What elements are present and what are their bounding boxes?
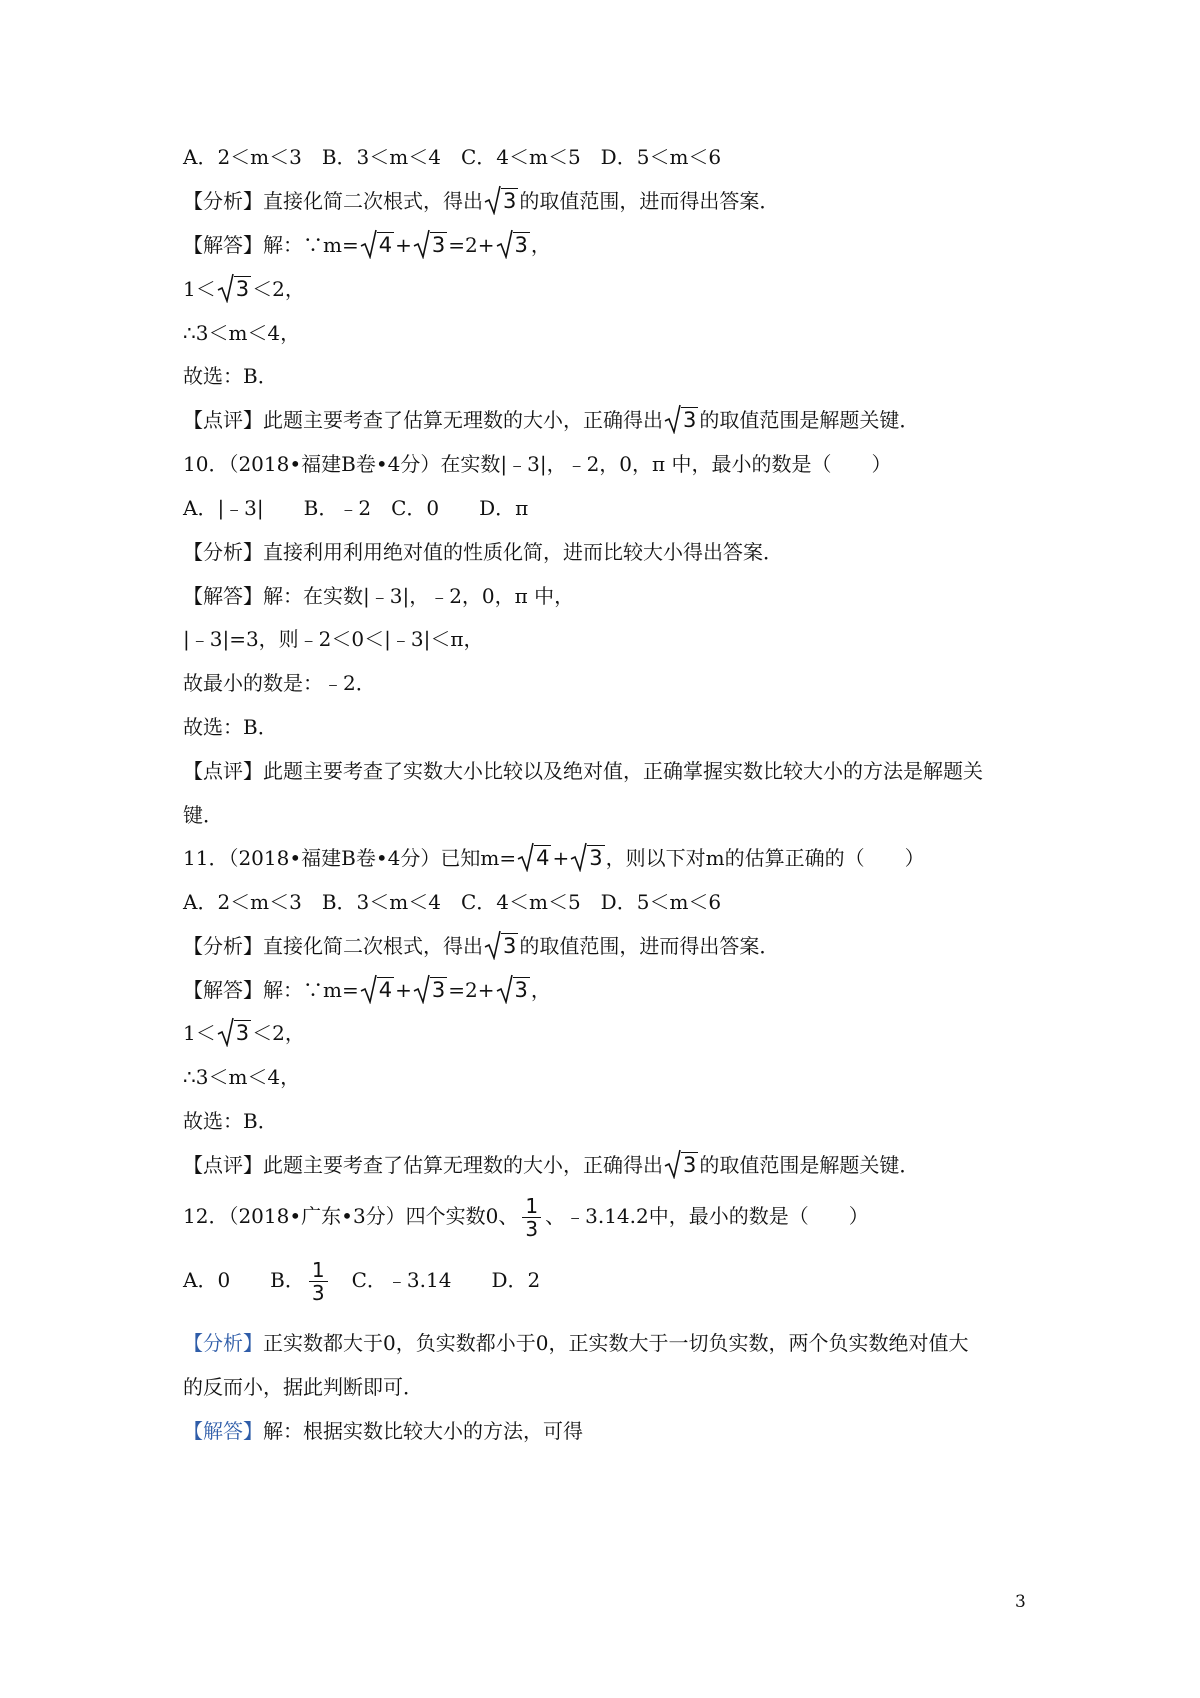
fraction-one-third: $\frac{1}{3}$	[522, 1195, 541, 1240]
sqrt: 4	[360, 232, 394, 258]
page-number: 3	[1015, 1592, 1026, 1612]
sqrt: 3	[484, 933, 518, 959]
q10-comment: 【点评】此题主要考查了实数大小比较以及绝对值，正确掌握实数比较大小的方法是解题关	[183, 759, 983, 783]
text: 的取值范围，进而得出答案．	[519, 189, 780, 213]
q12-analysis: 【分析】正实数都大于0，负实数都小于0，正实数大于一切负实数，两个负实数绝对值大	[183, 1331, 969, 1355]
q11-analysis: 【分析】直接化简二次根式，得出 3 的取值范围，进而得出答案．	[183, 933, 779, 959]
sqrt: 4	[517, 845, 551, 871]
q9-analysis	[183, 188, 779, 214]
fraction-one-third: $\frac{1}{3}$	[309, 1259, 328, 1304]
q9-choice: 故选：B．	[183, 364, 278, 388]
sqrt: 3	[413, 977, 447, 1003]
sqrt: 3	[570, 845, 604, 871]
q11-step: ∴3＜m＜4，	[183, 1065, 301, 1089]
q10-analysis: 【分析】直接利用利用绝对值的性质化简，进而比较大小得出答案．	[183, 540, 783, 564]
text: 【分析】直接化简二次根式，得出	[183, 189, 483, 213]
sqrt: 3	[413, 232, 447, 258]
q9-solution: 【解答】解：∵m= 4 + 3 =2+ 3 ，	[183, 232, 551, 258]
q9-comment: 【点评】此题主要考查了估算无理数的大小，正确得出 3 的取值范围是解题关键．	[183, 407, 919, 433]
q9-options: A．2＜m＜3 B．3＜m＜4 C．4＜m＜5 D．5＜m＜6	[183, 145, 722, 169]
q12-question: 12．（2018•广东•3分）四个实数0、 $\frac{1}{3}$ 、﹣3.14.2中，最小的数是（ ）	[183, 1194, 869, 1241]
text: 【解答】解：∵m=	[183, 233, 359, 257]
q10-options: A．|﹣3| B．﹣2 C．0 D．π	[183, 496, 529, 520]
q10-step: |﹣3|=3，则﹣2＜0＜|﹣3|＜π，	[183, 627, 484, 651]
q9-step: 1＜ 3 ＜2，	[183, 276, 305, 302]
sqrt: 3	[664, 407, 698, 433]
q11-question: 11．（2018•福建B卷•4分）已知m= 4 + 3 ，则以下对m的估算正确的（ ）	[183, 845, 925, 871]
q11-solution: 【解答】解：∵m= 4 + 3 =2+ 3 ，	[183, 977, 551, 1003]
q12-analysis-cont: 的反而小，据此判断即可．	[183, 1375, 423, 1399]
solution-tag: 【解答】	[183, 1419, 263, 1443]
q10-step: 故最小的数是：﹣2．	[183, 671, 376, 695]
sqrt: 3	[217, 276, 251, 302]
q10-comment-cont: 键．	[183, 803, 223, 827]
sqrt: 3	[217, 1020, 251, 1046]
q12-options: A．0 B． $\frac{1}{3}$ C．﹣3.14 D．2	[183, 1258, 541, 1305]
analysis-tag: 【分析】	[183, 1331, 263, 1355]
q11-comment: 【点评】此题主要考查了估算无理数的大小，正确得出 3 的取值范围是解题关键．	[183, 1152, 919, 1178]
sqrt: 3	[496, 977, 530, 1003]
q9-step: ∴3＜m＜4，	[183, 321, 301, 345]
q11-step: 1＜ 3 ＜2，	[183, 1020, 305, 1046]
q11-options: A．2＜m＜3 B．3＜m＜4 C．4＜m＜5 D．5＜m＜6	[183, 890, 722, 914]
sqrt: 4	[360, 977, 394, 1003]
sqrt: 3	[496, 232, 530, 258]
q12-solution: 【解答】解：根据实数比较大小的方法，可得	[183, 1419, 583, 1443]
sqrt: 3	[664, 1152, 698, 1178]
q10-choice: 故选：B．	[183, 715, 278, 739]
q10-solution: 【解答】解：在实数|﹣3|，﹣2，0，π 中，	[183, 584, 575, 608]
q11-choice: 故选：B．	[183, 1109, 278, 1133]
q10-question: 10．（2018•福建B卷•4分）在实数|﹣3|，﹣2，0，π 中，最小的数是（ ）	[183, 452, 892, 476]
sqrt: 3	[484, 188, 518, 214]
